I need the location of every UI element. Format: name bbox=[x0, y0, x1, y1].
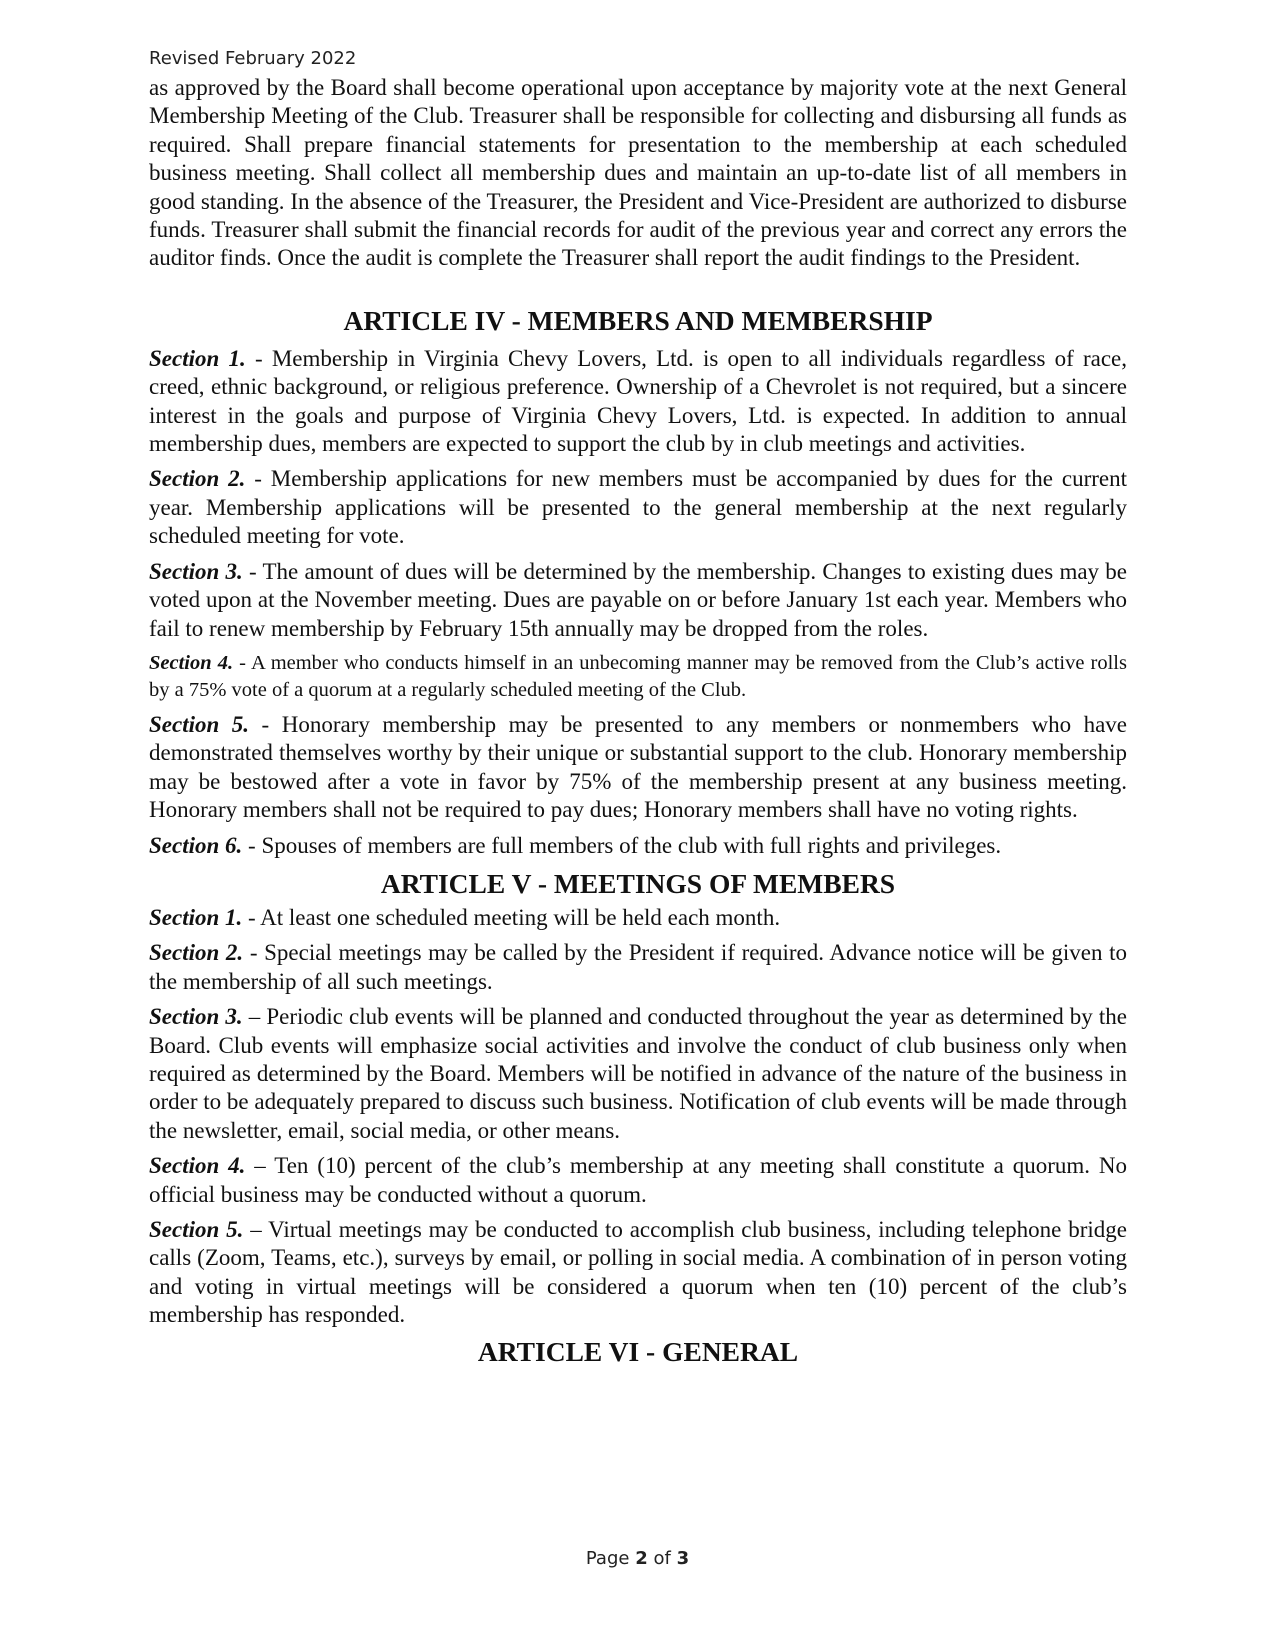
article-4-heading: ARTICLE IV - MEMBERS AND MEMBERSHIP bbox=[343, 304, 933, 336]
section-text: - Honorary membership may be presented to any members or nonmembers who have demonstrated themselves worthy by their unique or substantial support to the club. Honorary membership may be bestowed after a vote in favor by 75% of the membership present at any business meeting. Honorary members shall not be required to pay dues; Honorary members shall have no voting rights. bbox=[149, 711, 1128, 823]
article-5-section-3 bbox=[149, 1003, 1127, 1145]
page-number: 2 bbox=[635, 1548, 648, 1569]
article-4-section-1 bbox=[149, 345, 1127, 459]
of-word: of bbox=[653, 1548, 671, 1569]
page-word: Page bbox=[585, 1548, 630, 1569]
section-label: Section 4. bbox=[149, 1153, 246, 1179]
section-label: Section 6. bbox=[149, 832, 243, 858]
section-label: Section 2. bbox=[149, 940, 244, 966]
section-text: – Periodic club events will be planned and conducted throughout the year as determined by the Board. Club events will emphasize social activities and involve the conduct of club business only when required as determined by the Board. Members will be notified in advance of the nature of the business in order to be adequately prepared to discuss such business. Notification of club events will be made through the newsletter, email, social media, or other means. bbox=[149, 1004, 1127, 1143]
section-text: - Membership applications for new members must be accompanied by dues for the current year. Membership applications will be presented to the general membership at the next regularly scheduled meeting for vote. bbox=[149, 466, 1128, 549]
article-4-section-3 bbox=[149, 558, 1127, 643]
section-label: Section 2. bbox=[149, 466, 246, 492]
article-6-heading: ARTICLE VI - GENERAL bbox=[477, 1335, 799, 1367]
article-5-section-5 bbox=[149, 1216, 1127, 1330]
section-label: Section 1. bbox=[149, 904, 243, 930]
section-label: Section 5. bbox=[149, 1217, 244, 1242]
article-4-section-2 bbox=[149, 465, 1127, 550]
section-label: Section 3. bbox=[149, 558, 243, 584]
page-total: 3 bbox=[676, 1548, 690, 1569]
article-4-section-5 bbox=[149, 711, 1127, 825]
section-text: - A member who conducts himself in an unbecoming manner may be removed from the Club’s active rolls by a 75% vote of a quorum at a regularly scheduled meeting of the Club. bbox=[149, 651, 1127, 701]
intro-paragraph: as approved by the Board shall become operational upon acceptance by majority vote at the next General Membership Meeting of the Club. Treasurer shall be responsible for collecting and disbursing all funds as required. Shall prepare financial statements for presentation to the membership at each scheduled business meeting. Shall collect all membership dues and maintain an up-to-date list of all members in good standing. In the absence of the Treasurer, the President and Vice-President are authorized to disburse funds. Treasurer shall submit the financial records for audit of the previous year and correct any errors the auditor finds. Once the audit is complete the Treasurer shall report the audit findings to the President. bbox=[149, 75, 1127, 271]
section-text: - Membership in Virginia Chevy Lovers, Ltd. is open to all individuals regardless of race, creed, ethnic background, or religious preference. Ownership of a Chevrolet is not required, but a sincere interest in the goals and purpose of Virginia Chevy Lovers, Ltd. is expected. In addition to annual membership dues, members are expected to support the club by in club meetings and activities. bbox=[149, 345, 1128, 457]
section-label: Section 1. bbox=[149, 345, 246, 371]
section-text: - Special meetings may be called by the President if required. Advance notice will be given to the membership of all such meetings. bbox=[149, 940, 1128, 994]
section-label: Section 3. bbox=[149, 1004, 243, 1030]
page-footer bbox=[0, 1548, 1275, 1569]
article-5-section-2 bbox=[149, 939, 1127, 996]
section-label: Section 4. bbox=[149, 651, 234, 674]
section-text: - At least one scheduled meeting will be held each month. bbox=[242, 904, 781, 930]
article-5-section-4 bbox=[149, 1152, 1127, 1209]
section-text: – Virtual meetings may be conducted to accomplish club business, including telephone bridge calls (Zoom, Teams, etc.), surveys by email, or polling in social media. A combination of in person voting and voting in virtual meetings will be considered a quorum when ten (10) percent of the club’s membership has responded. bbox=[149, 1217, 1127, 1328]
revision-note: Revised February 2022 bbox=[149, 48, 357, 69]
section-text: – Ten (10) percent of the club’s membership at any meeting shall constitute a quorum. No official business may be conducted without a quorum. bbox=[149, 1153, 1127, 1207]
article-4-section-6 bbox=[149, 832, 1127, 860]
article-5-section-1 bbox=[149, 904, 1127, 932]
section-text: - Spouses of members are full members of the club with full rights and privileges. bbox=[242, 832, 1002, 858]
section-text: - The amount of dues will be determined by the membership. Changes to existing dues may be voted upon at the November meeting. Dues are payable on or before January 1st each year. Members who fail to renew membership by February 15th annually may be dropped from the roles. bbox=[149, 558, 1128, 641]
document-body bbox=[149, 74, 1127, 1370]
section-label: Section 5. bbox=[149, 711, 250, 737]
article-4-section-4 bbox=[149, 650, 1127, 704]
article-5-heading: ARTICLE V - MEETINGS OF MEMBERS bbox=[380, 867, 896, 899]
